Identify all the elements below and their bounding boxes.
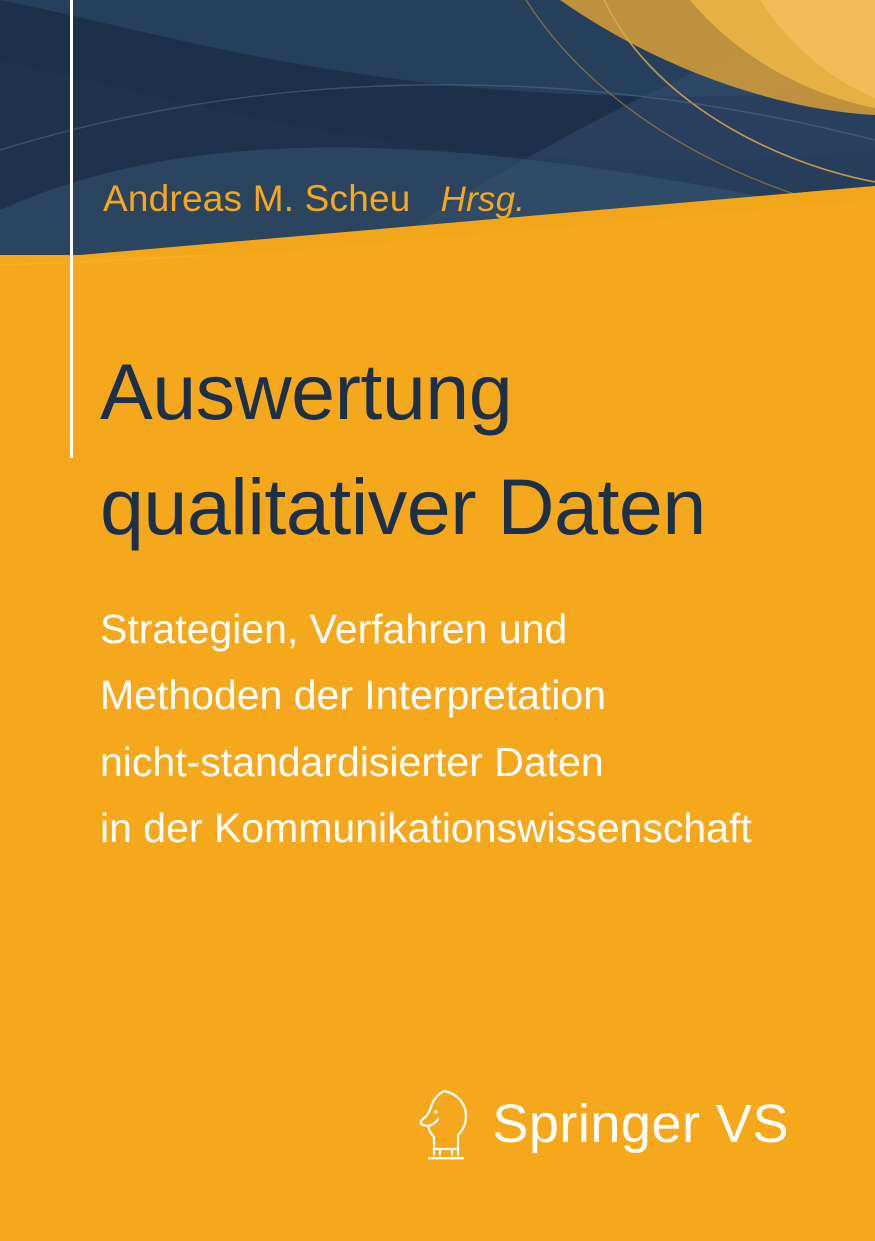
- publisher-name: Springer VS: [492, 1094, 789, 1154]
- subtitle-line-2: Methoden der Interpretation: [100, 672, 606, 719]
- book-title: [100, 335, 820, 564]
- book-subtitle: [100, 596, 840, 862]
- subtitle-line-4: in der Kommunikationswissenschaft: [100, 805, 752, 852]
- springer-horse-logo-icon: [414, 1085, 476, 1163]
- title-line-1: Auswertung: [100, 347, 513, 436]
- editor-line: [103, 178, 525, 220]
- publisher-block: [414, 1085, 789, 1163]
- left-vertical-rule: [70, 0, 73, 458]
- subtitle-line-1: Strategien, Verfahren und: [100, 606, 568, 652]
- editor-name: Andreas M. Scheu: [103, 178, 411, 219]
- subtitle-line-3: nicht-standardisierter Daten: [100, 738, 604, 785]
- title-line-2: qualitativer Daten: [100, 461, 706, 551]
- editor-role: Hrsg.: [440, 180, 526, 219]
